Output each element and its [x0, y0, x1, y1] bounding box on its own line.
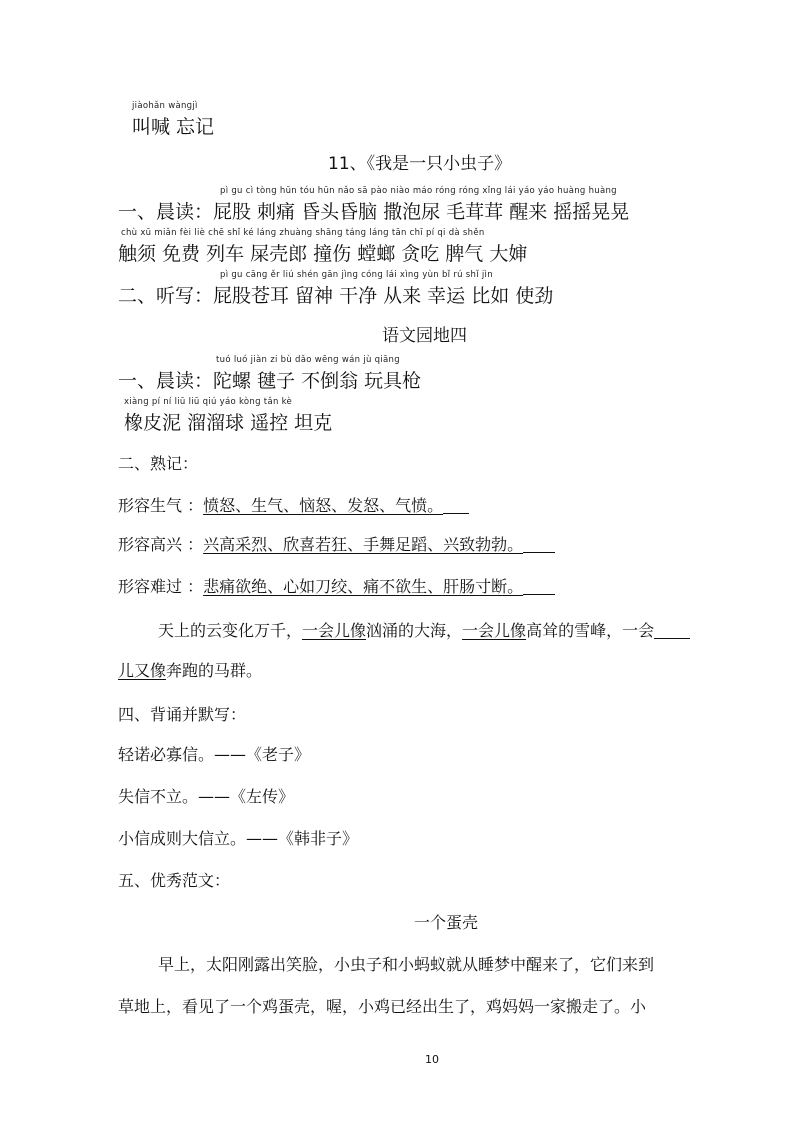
lesson-11-chendu-line	[118, 197, 629, 224]
yuwen-4-line2-pinyin: xiànɡ pí ní liū liū qiú yáo kònɡ tǎn kè	[124, 397, 293, 407]
essay-line-1: 早上，太阳刚露出笑脸，小虫子和小蚂蚁就从睡梦中醒来了，它们来到	[158, 955, 655, 974]
yuwen-4-chendu-pinyin: tuó luó jiàn zi bù dǎo wēnɡ wán jù qiānɡ	[216, 355, 400, 365]
yuwen-4-chendu-line	[118, 366, 421, 393]
lesson-11-title: 11、《我是一只小虫子》	[328, 154, 512, 174]
lesson-11-tingxie-pinyin: pì ɡu cānɡ ěr liú shén ɡān jìnɡ cónɡ lái xìnɡ yùn bǐ rú shǐ jìn	[220, 270, 493, 280]
chendu-words: 陀螺 毽子 不倒翁 玩具枪	[213, 370, 422, 392]
tingxie-words: 屁股苍耳 留神 干净 从来 幸运 比如 使劲	[213, 285, 554, 307]
para-text: 汹涌的大海，	[366, 621, 463, 640]
shuji-row-content: 悲痛欲绝、心如刀绞、痛不欲生、肝肠寸断。	[203, 577, 524, 596]
para-underlined: 儿又像	[118, 661, 167, 680]
lesson-11-chendu-pinyin: pì ɡu cì tònɡ hūn tóu hūn nǎo sā pào niào máo rónɡ rónɡ xǐnɡ lái yáo yáo huànɡ huànɡ	[220, 186, 617, 196]
shuji-row-content: 愤怒、生气、恼怒、发怒、气愤。	[203, 496, 444, 515]
answer-blank	[523, 536, 555, 553]
cloud-paragraph-line-2	[118, 658, 262, 681]
answer-blank	[654, 622, 690, 639]
shuji-row-content: 兴高采烈、欣喜若狂、手舞足蹈、兴致勃勃。	[203, 535, 524, 554]
words-jiaohan-wangji: 叫喊 忘记	[132, 116, 215, 138]
yuwen-4-line2-words: 橡皮泥 溜溜球 遥控 坦克	[124, 412, 333, 434]
lesson-11-line2-words: 触须 免费 列车 屎壳郎 撞伤 螳螂 贪吃 脾气 大婶	[118, 243, 528, 265]
answer-blank	[443, 497, 469, 514]
lesson-11-tingxie-line	[118, 281, 553, 308]
para-text: 奔跑的马群。	[166, 661, 263, 680]
para-underlined: 一会儿像	[302, 621, 367, 640]
recite-line-zuozhuan: 失信不立。——《左传》	[118, 787, 295, 806]
shuji-row-happy	[118, 532, 555, 555]
essay-line-2: 草地上，看见了一个鸡蛋壳，喔，小鸡已经出生了，鸡妈妈一家搬走了。小	[118, 997, 647, 1016]
chendu-label: 一、晨读：	[118, 370, 214, 392]
shuji-label: 二、熟记：	[118, 454, 199, 473]
chendu-words: 屁股 刺痛 昏头昏脑 撒泡尿 毛茸茸 醒来 摇摇晃晃	[213, 201, 630, 223]
shuji-row-label: 形容生气 ：	[118, 496, 204, 515]
essay-title: 一个蛋壳	[414, 913, 479, 932]
answer-blank	[523, 578, 555, 595]
cloud-paragraph-line-1	[158, 618, 690, 641]
shuji-row-label: 形容高兴 ：	[118, 535, 204, 554]
recite-line-laozi: 轻诺必寡信。——《老子》	[118, 745, 311, 764]
pinyin-jiaohan-wangji: jiàohǎn wànɡjì	[132, 101, 198, 111]
lesson-11-line2-pinyin: chù xū miǎn fèi liè chē shǐ ké lánɡ zhuànɡ shānɡ tánɡ lánɡ tān chī pí qi dà shěn	[121, 228, 485, 238]
recite-line-hanfeizi: 小信成则大信立。——《韩非子》	[118, 829, 359, 848]
para-text: 天上的云变化万千，	[158, 621, 303, 640]
shuji-row-angry	[118, 493, 469, 516]
tingxie-label: 二、听写：	[118, 285, 214, 307]
para-text: 高耸的雪峰，一会	[526, 621, 655, 640]
page-number: 10	[425, 1053, 439, 1066]
para-underlined: 一会儿像	[462, 621, 527, 640]
shuji-row-sad	[118, 574, 555, 597]
shuji-row-label: 形容难过 ：	[118, 577, 204, 596]
yuwen-4-title: 语文园地四	[382, 326, 467, 346]
essay-label: 五、优秀范文：	[118, 871, 231, 890]
recite-label: 四、背诵并默写：	[118, 705, 247, 724]
chendu-label: 一、晨读：	[118, 201, 214, 223]
